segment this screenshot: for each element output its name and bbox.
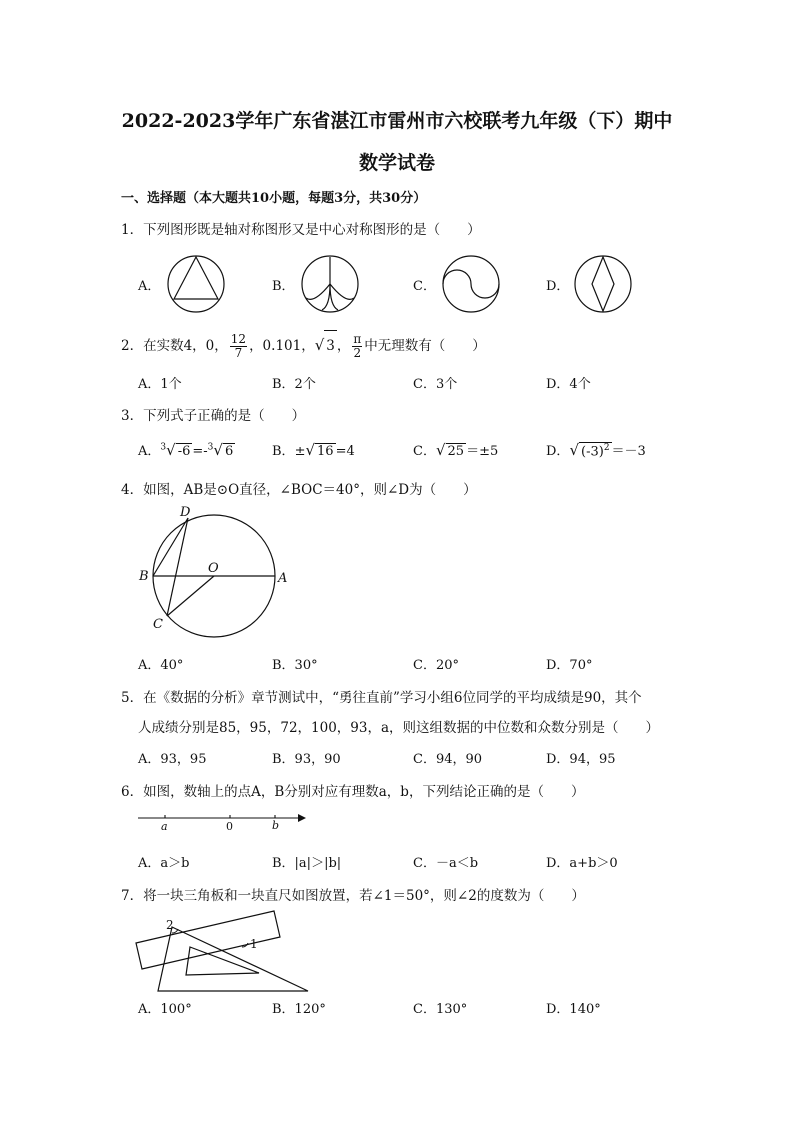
circle-inscribed-rhombus-icon (573, 254, 633, 314)
q5-option-b: B．93，90 (272, 752, 341, 767)
q3-option-a (138, 440, 235, 459)
q2-frac2-denominator: 2 (353, 346, 362, 360)
point-label-b: B (139, 569, 149, 584)
q3-option-b-label: B． (272, 444, 295, 459)
q2-fraction-pi-2 (352, 333, 362, 360)
q6-option-c: C．－a＜b (413, 856, 479, 871)
q4-option-a: A．40° (138, 658, 184, 673)
q3-d-rest: ＝－3 (611, 444, 646, 459)
q6-option-b: B．|a|＞|b| (272, 856, 342, 871)
q2-fraction-12-7 (230, 333, 247, 360)
circle-yin-yang-icon (441, 254, 501, 314)
q2-sqrt-arg: 3 (324, 330, 337, 361)
q3-option-d (546, 440, 646, 459)
q2-prefix: 2．在实数4，0， (121, 338, 228, 354)
angle-label-1: 1 (250, 937, 258, 951)
page-title: 2022-2023学年广东省湛江市雷州市六校联考九年级（下）期中 (121, 110, 673, 132)
q3-a-radicand: -6 (177, 444, 191, 459)
q2-suffix: 中无理数有（ ） (364, 338, 486, 354)
q3-a-equals: =- (192, 444, 208, 459)
point-label-d: D (180, 505, 191, 520)
q5-option-d: D．94，95 (546, 752, 616, 767)
q3-option-a-label: A． (138, 444, 161, 459)
q6-option-a: A．a＞b (138, 856, 190, 871)
ruler-triangle-figure (134, 905, 324, 995)
q7-option-b: B．120° (272, 1002, 326, 1017)
q1-option-a: A． (138, 279, 161, 294)
q1-option-b: B． (272, 279, 295, 294)
q3-b-radicand: 16 (317, 444, 334, 459)
q2-frac1-denominator: 7 (234, 346, 243, 360)
question-4: 4．如图，AB是⊙O直径，∠BOC＝40°，则∠D为（ ） (121, 482, 477, 498)
page-subtitle: 数学试卷 (358, 152, 435, 174)
q6-option-d: D．a+b＞0 (546, 856, 618, 871)
question-5-line-2: 人成绩分别是85，95，72，100，93，a，则这组数据的中位数和众数分别是（ ） (138, 720, 660, 736)
q4-option-d: D．70° (546, 658, 593, 673)
q3-d-radicand-base: (-3) (581, 444, 604, 459)
q3-c-radicand: 25 (447, 444, 465, 459)
q2-option-c: C．3个 (413, 377, 458, 392)
number-line-label-b: b (272, 819, 280, 832)
q2-sqrt-symbol: √ (314, 336, 325, 354)
q3-option-c-label: C． (413, 444, 436, 459)
q2-option-b: B．2个 (272, 377, 316, 392)
q3-c-root-symbol: √ (435, 441, 446, 459)
q5-option-a: A．93，95 (138, 752, 207, 767)
question-5-line-1: 5．在《数据的分析》章节测试中，“勇往直前”学习小组6位同学的平均成绩是90，其个 (121, 690, 642, 706)
q3-a-root-symbol: √ (166, 441, 176, 459)
q3-b-plus-minus: ± (294, 444, 306, 459)
q3-a-root-symbol-2: √ (213, 441, 223, 459)
q3-d-radicand (579, 442, 612, 459)
number-line-label-a: a (161, 820, 168, 833)
question-6: 6．如图，数轴上的点A，B分别对应有理数a，b，下列结论正确的是（ ） (121, 784, 585, 800)
q1-option-c: C． (413, 279, 436, 294)
circle-inscribed-triangle-icon (166, 254, 226, 314)
section-heading: 一、选择题（本大题共10小题，每题3分，共30分） (121, 191, 427, 206)
q2-option-d: D．4个 (546, 377, 591, 392)
q3-option-b (272, 440, 355, 459)
question-1: 1．下列图形既是轴对称图形又是中心对称图形的是（ ） (121, 222, 481, 238)
q2-option-a: A．1个 (138, 377, 182, 392)
q2-frac1-numerator: 12 (230, 332, 247, 346)
q2-comma: ， (336, 338, 351, 354)
q3-option-c (413, 440, 498, 459)
q5-option-c: C．94，90 (413, 752, 483, 767)
angle-label-2: 2 (166, 918, 174, 932)
question-7: 7．将一块三角板和一块直尺如图放置，若∠1＝50°，则∠2的度数为（ ） (121, 888, 585, 904)
q3-d-exponent: 2 (603, 442, 610, 453)
q3-c-rest: ＝±5 (466, 444, 499, 459)
question-3: 3．下列式子正确的是（ ） (121, 408, 306, 424)
q4-option-b: B．30° (272, 658, 318, 673)
q3-option-d-label: D． (546, 444, 570, 459)
q7-option-d: D．140° (546, 1002, 601, 1017)
point-label-o: O (208, 561, 219, 576)
point-label-a: A (278, 571, 288, 586)
q4-option-c: C．20° (413, 658, 459, 673)
q2-frac2-numerator: π (353, 332, 362, 346)
q3-d-root-symbol: √ (569, 441, 579, 459)
circle-three-petals-icon (300, 254, 360, 314)
q7-option-c: C．130° (413, 1002, 468, 1017)
number-line-label-zero: 0 (226, 820, 233, 833)
q3-a-radicand-2: 6 (224, 444, 234, 459)
q1-option-d: D． (546, 279, 570, 294)
question-2 (121, 330, 486, 361)
q7-option-a: A．100° (138, 1002, 192, 1017)
q3-b-root-symbol: √ (305, 441, 316, 459)
q2-mid: ，0.101， (249, 338, 315, 354)
q3-a-root-index: 3 (160, 442, 167, 453)
q3-a-root-index-2: 3 (207, 442, 214, 453)
point-label-c: C (153, 617, 163, 632)
q3-b-rest: =4 (335, 444, 355, 459)
